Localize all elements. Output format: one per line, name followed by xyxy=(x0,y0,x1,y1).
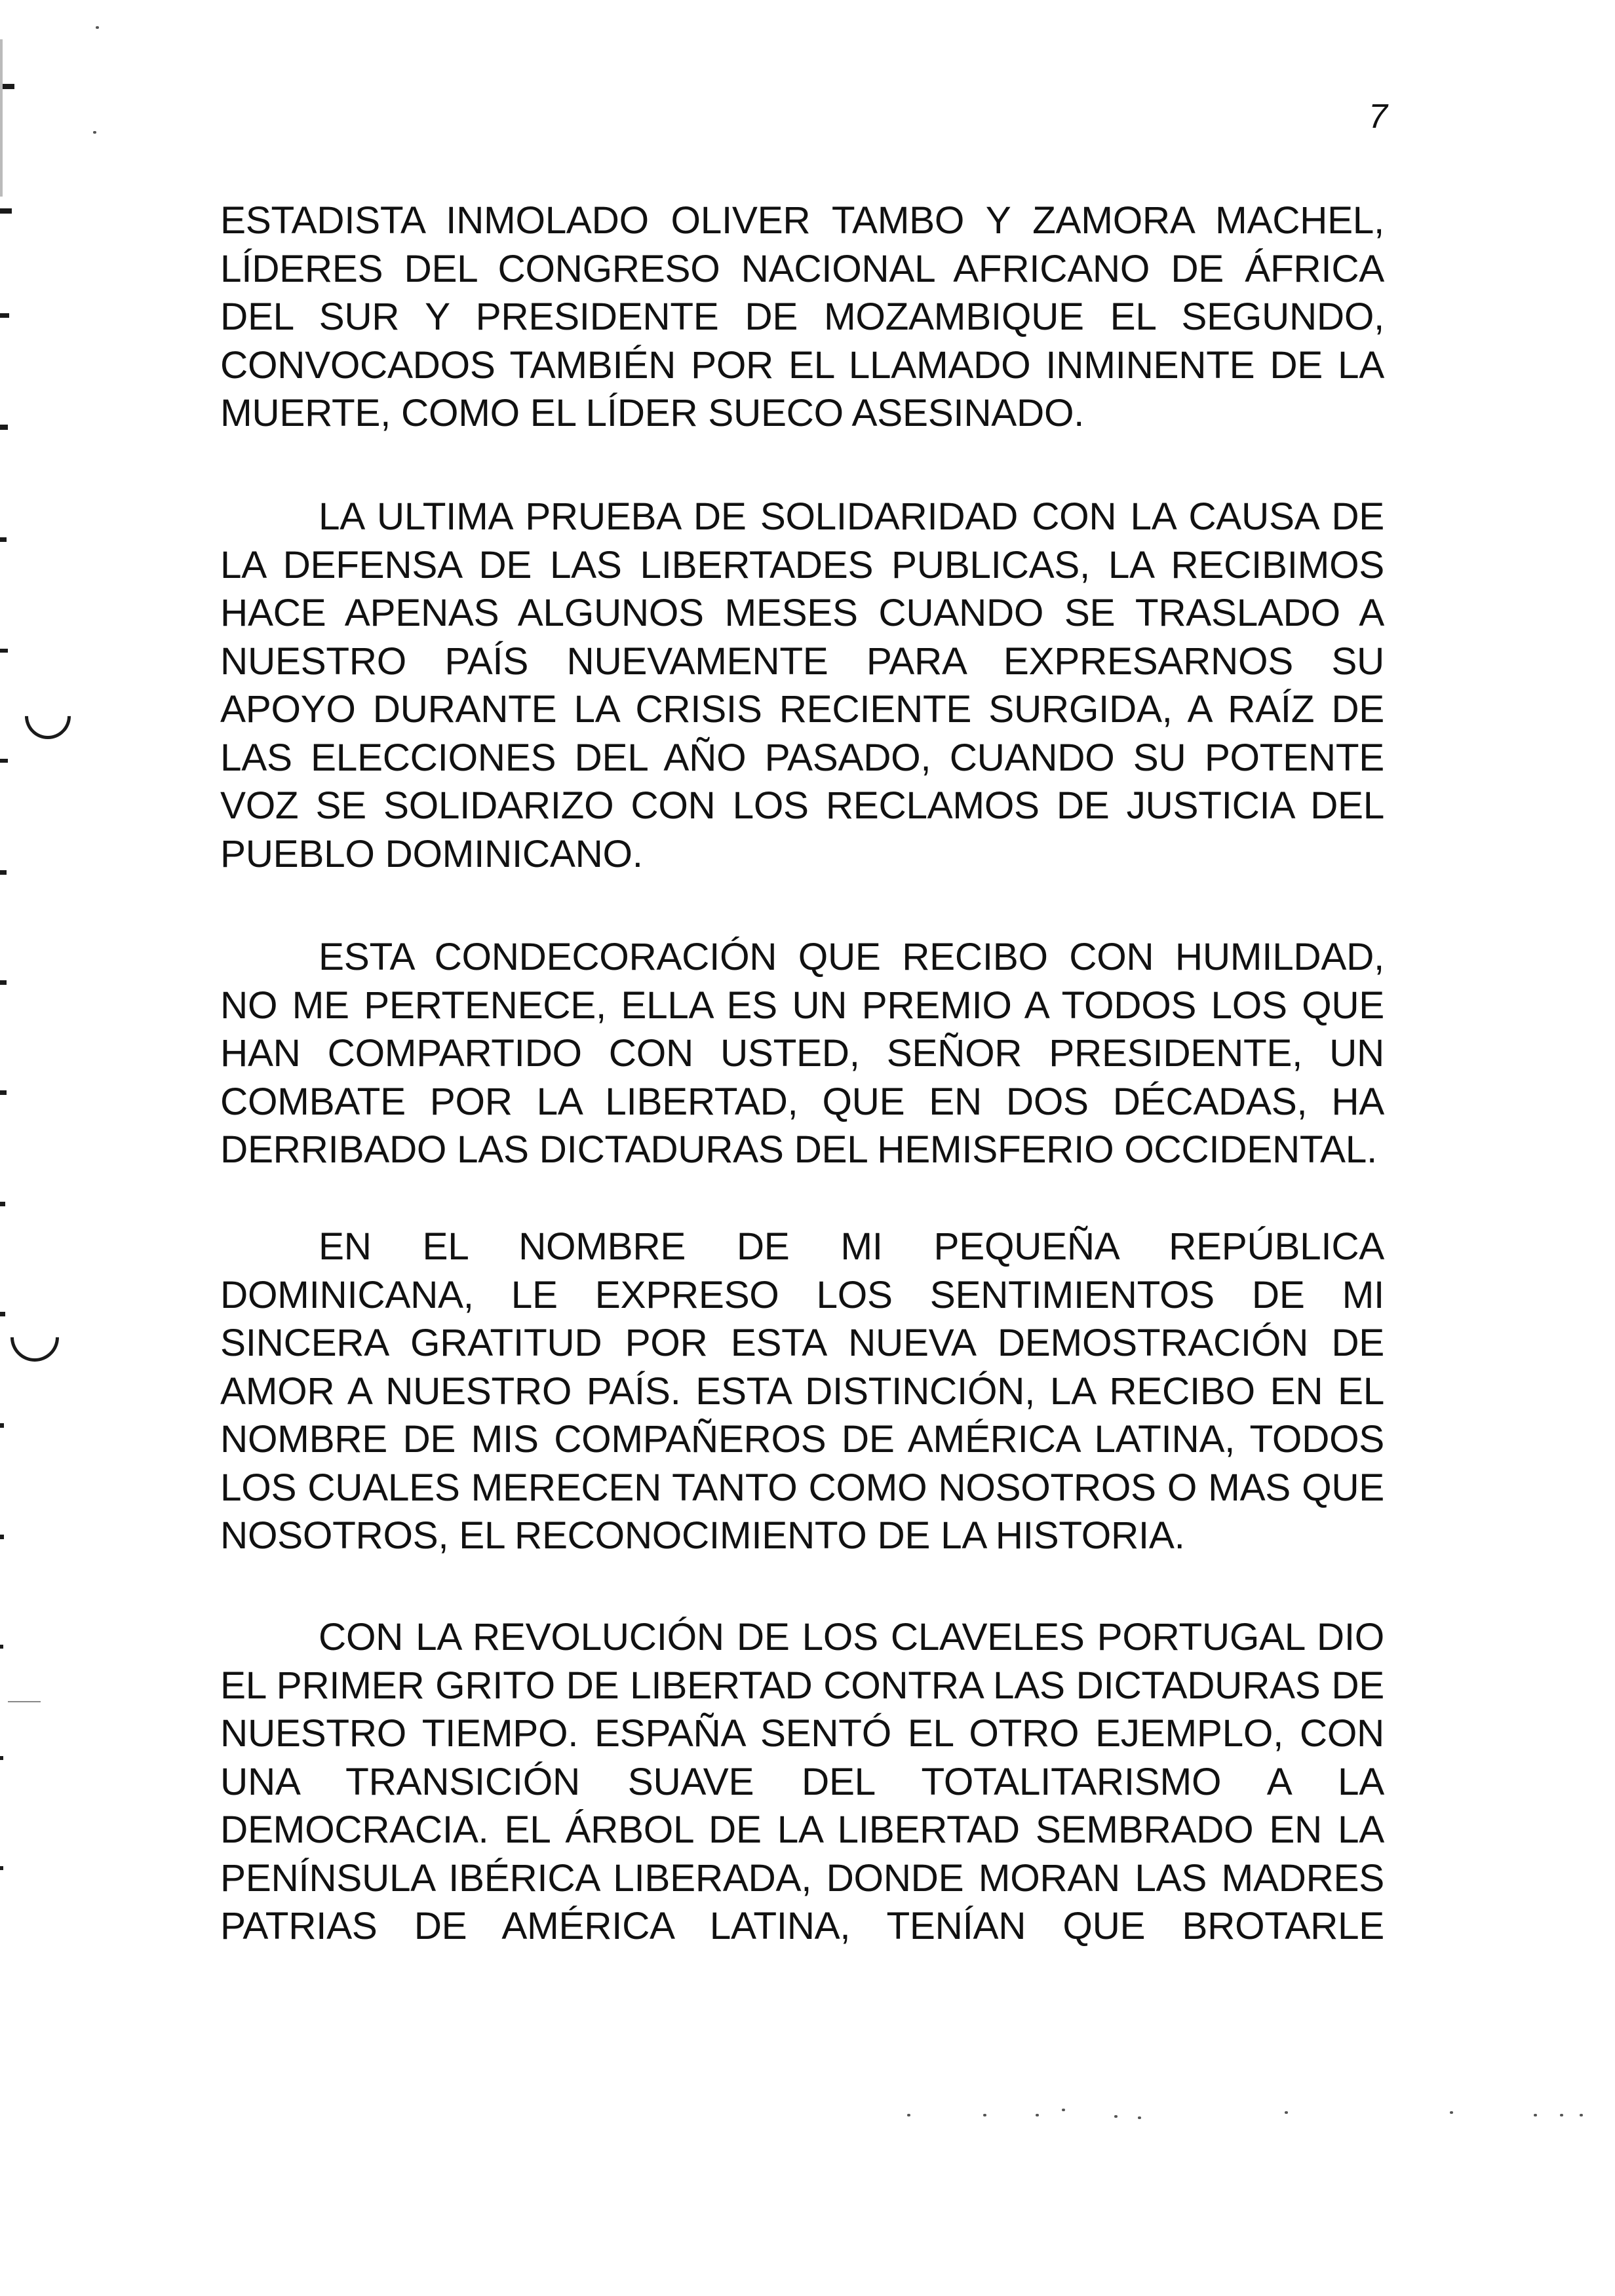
paragraph-3 xyxy=(220,933,1384,1174)
paragraph-5 xyxy=(220,1613,1384,1951)
page-number: 7 xyxy=(1369,98,1388,136)
scan-arc-mark-upper xyxy=(16,684,81,749)
paragraph-1-text: ESTADISTA INMOLADO OLIVER TAMBO Y ZAMORA MACHEL, LÍDERES DEL CONGRESO NACIONAL AFRICANO DE ÁFRICA DEL SUR Y PRESIDENTE DE MOZAMBIQUE EL SEGUNDO, CONVOCADOS TAMBIÉN POR EL LLAMADO INMINENTE DE LA MUERTE, COMO EL LÍDER SUECO ASESINADO. xyxy=(220,199,1384,434)
paragraph-1 xyxy=(220,197,1384,438)
paragraph-5-text: CON LA REVOLUCIÓN DE LOS CLAVELES PORTUGAL DIO EL PRIMER GRITO DE LIBERTAD CONTRA LAS DICTADURAS DE NUESTRO TIEMPO. ESPAÑA SENTÓ EL OTRO EJEMPLO, CON UNA TRANSICIÓN SUAVE DEL TOTALITARISMO A LA DEMOCRACIA. EL ÁRBOL DE LA LIBERTAD SEMBRADO EN LA PENÍNSULA IBÉRICA LIBERADA, DONDE MORAN LAS MADRES PATRIAS DE AMÉRICA LATINA, TENÍAN QUE BROTARLE xyxy=(220,1616,1384,1947)
paragraph-3-text: ESTA CONDECORACIÓN QUE RECIBO CON HUMILDAD, NO ME PERTENECE, ELLA ES UN PREMIO A TODOS LOS QUE HAN COMPARTIDO CON USTED, SEÑOR PRESIDENTE, UN COMBATE POR LA LIBERTAD, QUE EN DOS DÉCADAS, HA DERRIBADO LAS DICTADURAS DEL HEMISFERIO OCCIDENTAL. xyxy=(220,936,1384,1171)
paragraph-2 xyxy=(220,493,1384,878)
scan-arc-mark-lower xyxy=(1,1303,69,1372)
paragraph-4 xyxy=(220,1223,1384,1560)
paragraph-2-text: LA ULTIMA PRUEBA DE SOLIDARIDAD CON LA CAUSA DE LA DEFENSA DE LAS LIBERTADES PUBLICAS, LA RECIBIMOS HACE APENAS ALGUNOS MESES CUANDO SE TRASLADO A NUESTRO PAÍS NUEVAMENTE PARA EXPRESARNOS SU APOYO DURANTE LA CRISIS RECIENTE SURGIDA, A RAÍZ DE LAS ELECCIONES DEL AÑO PASADO, CUANDO SU POTENTE VOZ SE SOLIDARIZO CON LOS RECLAMOS DE JUSTICIA DEL PUEBLO DOMINICANO. xyxy=(220,495,1384,875)
paragraph-4-text: EN EL NOMBRE DE MI PEQUEÑA REPÚBLICA DOMINICANA, LE EXPRESO LOS SENTIMIENTOS DE MI SINCERA GRATITUD POR ESTA NUEVA DEMOSTRACIÓN DE AMOR A NUESTRO PAÍS. ESTA DISTINCIÓN, LA RECIBO EN EL NOMBRE DE MIS COMPAÑEROS DE AMÉRICA LATINA, TODOS LOS CUALES MERECEN TANTO COMO NOSOTROS O MAS QUE NOSOTROS, EL RECONOCIMIENTO DE LA HISTORIA. xyxy=(220,1225,1384,1557)
